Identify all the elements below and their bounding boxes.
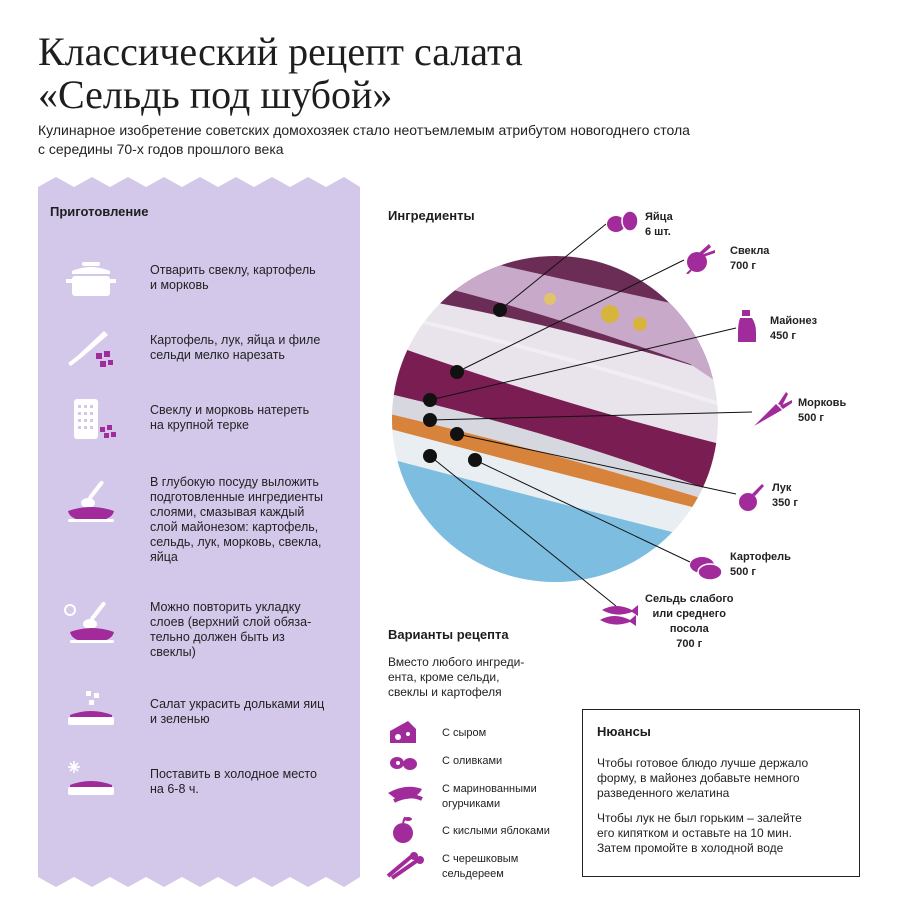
pickles-icon bbox=[386, 779, 430, 809]
ingredient-eggs: Яйца 6 шт. bbox=[645, 211, 673, 238]
repeat-bowl-icon bbox=[64, 600, 118, 646]
herring-icon bbox=[598, 602, 638, 628]
ingredient-beet: Свекла 700 г bbox=[730, 245, 770, 272]
garnish-dish-icon bbox=[64, 689, 118, 735]
cold-dish-icon bbox=[64, 759, 118, 805]
title-line: Классический рецепт салата bbox=[38, 29, 523, 74]
knife-icon bbox=[64, 329, 118, 375]
potato-icon bbox=[688, 555, 724, 581]
preparation-title: Приготовление bbox=[50, 204, 149, 219]
subtitle bbox=[38, 121, 718, 159]
nuance-paragraph: Чтобы готовое блюдо лучше держало форму, в майонез добавьте немного разведенного желатина bbox=[597, 756, 809, 800]
step-text: В глубокую посуду выложить подготовленные ингредиенты слоями, смазывая каждый слой майонезом: картофель, сельдь, лук, морковь, свекла, яйца bbox=[150, 475, 323, 564]
carrot-icon bbox=[752, 392, 792, 428]
mayonnaise-icon bbox=[736, 310, 758, 344]
preparation-panel bbox=[38, 177, 360, 887]
step-text: Поставить в холодное место на 6-8 ч. bbox=[150, 767, 317, 796]
ingredient-herring: Сельдь слабого или среднего посола 700 г bbox=[645, 593, 734, 650]
nuances-box bbox=[582, 709, 860, 877]
ingredient-carrot: Морковь 500 г bbox=[798, 397, 847, 424]
step-text: Картофель, лук, яйца и филе сельди мелко нарезать bbox=[150, 333, 321, 362]
nuances-title: Нюансы bbox=[597, 724, 651, 739]
step-text: Свеклу и морковь натереть на крупной терке bbox=[150, 403, 310, 432]
step-text: Можно повторить укладку слоев (верхний слой обяза- тельно должен быть из свеклы) bbox=[150, 600, 312, 659]
olives-icon bbox=[386, 748, 430, 778]
step-text: Салат украсить дольками яиц и зеленью bbox=[150, 697, 325, 726]
subtitle-line: Кулинарное изобретение советских домохозяек стало неотъемлемым атрибутом новогоднего стола bbox=[38, 122, 690, 138]
ingredient-onion: Лук 350 г bbox=[772, 482, 798, 509]
beet-icon bbox=[683, 244, 719, 274]
onion-icon bbox=[734, 484, 766, 512]
eggs-icon bbox=[606, 210, 640, 234]
ingredients-title: Ингредиенты bbox=[388, 208, 475, 223]
salad-photo bbox=[390, 254, 720, 584]
celery-icon bbox=[386, 850, 430, 880]
ingredient-mayonnaise: Майонез 450 г bbox=[770, 315, 818, 342]
cheese-icon bbox=[386, 719, 430, 749]
title-line: «Сельдь под шубой» bbox=[38, 72, 393, 117]
ingredient-potato: Картофель 500 г bbox=[730, 551, 791, 578]
subtitle-line: с середины 70-х годов прошлого века bbox=[38, 141, 284, 157]
variants-intro: Вместо любого ингреди- ента, кроме сельди, свеклы и картофеля bbox=[388, 655, 525, 699]
pot-icon bbox=[64, 259, 118, 305]
variants-title: Варианты рецепта bbox=[388, 627, 509, 642]
nuance-paragraph: Чтобы лук не был горьким – залейте его кипятком и оставьте на 10 мин. Затем промойте в холодной воде bbox=[597, 811, 802, 855]
grater-icon bbox=[64, 399, 118, 445]
page-title bbox=[38, 30, 523, 116]
bowl-spoon-icon bbox=[64, 479, 118, 525]
apple-icon bbox=[386, 815, 430, 845]
step-text: Отварить свеклу, картофель и морковь bbox=[150, 263, 316, 292]
